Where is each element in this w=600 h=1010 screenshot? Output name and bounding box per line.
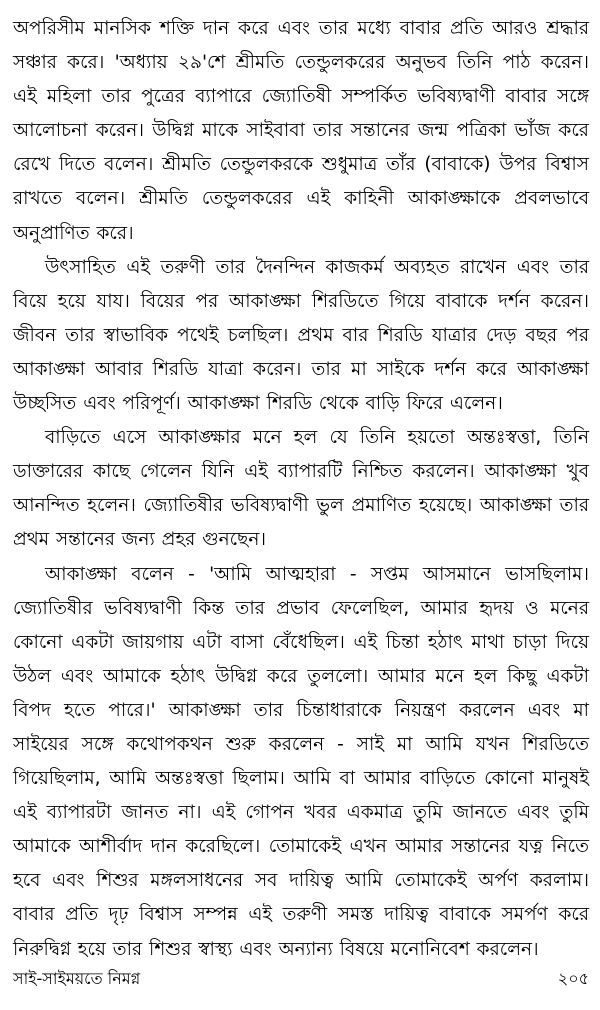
page-footer <box>13 968 589 990</box>
paragraph-3: বাড়িতে এসে আকাঙ্ক্ষার মনে হল যে তিনি হয়তো অন্তঃস্বত্তা, তিনি ডাক্তারের কাছে গেলেন যিনি এই ব্যাপারটি নিশ্চিত করলেন। আকাঙ্ক্ষা খুব আনন্দিত হলেন। জ্যোতিষীর ভবিষ্যদ্বাণী ভুল প্রমাণিত হয়েছে। আকাঙ্ক্ষা তার প্রথম সন্তানের জন্য প্রহর গুনছেন। <box>13 427 589 551</box>
book-title: সাই-সাইময়তে নিমগ্ন <box>13 969 141 988</box>
paragraph-4: আকাঙ্ক্ষা বলেন - 'আমি আত্মহারা - সপ্তম আসমানে ভাসছিলাম। জ্যোতিষীর ভবিষ্যদ্বাণী কিন্ত তার প্রভাব ফেলেছিল, আমার হৃদয় ও মনের কোনো একটা জায়গায় এটা বাসা বেঁধেছিল। এই চিন্তা হঠাৎ মাথা চাড়া দিয়ে উঠল এবং আমাকে হঠাৎ উদ্বিগ্ন করে তুললো। আমার মনে হল কিছু একটা বিপদ হতে পারে।' আকাঙ্ক্ষা তার চিন্তাধারাকে নিয়ন্ত্রণ করলেন এবং মা সাইয়ের সঙ্গে কথোপকথন শুরু করলেন - সাই মা আমি যখন শিরডিতে গিয়েছিলাম, আমি অন্তঃস্বত্তা ছিলাম। আমি বা আমার বাড়িতে কোনো মানুষই এই ব্যাপারটা জানত না। এই গোপন খবর একমাত্র তুমি জানতে এবং তুমি আমাকে আশীর্বাদ দান করেছিলে। তোমাকেই এখন আমার সন্তানের যত্ন নিতে হবে এবং শিশুর মঙ্গলসাধনের সব দায়িত্ব আমি তোমাকেই অর্পণ করলাম। বাবার প্রতি দৃঢ় বিশ্বাস সম্পন্ন এই তরুণী সমস্ত দায়িত্ব বাবাকে সমর্পণ করে নিরুদ্বিগ্ন হয়ে তার শিশুর স্বাস্থ্য এবং অন্যান্য বিষয়ে মনোনিবেশ করলেন। <box>13 563 589 960</box>
paragraph-2: উৎসাহিত এই তরুণী তার দৈনন্দিন কাজকর্ম অব্যহত রাখেন এবং তার বিয়ে হয়ে যায। বিয়ের পর আকাঙ্ক্ষা শিরডিতে গিয়ে বাবাকে দর্শন করেন। জীবন তার স্বাভাবিক পথেই চলছিল। প্রথম বার শিরডি যাত্রার দেড় বছর পর আকাঙ্ক্ষা আবার শিরডি যাত্রা করেন। তার মা সাইকে দর্শন করে আকাঙ্ক্ষা উচ্ছসিত এবং পরিপূর্ণ। আকাঙ্ক্ষা শিরডি থেকে বাড়ি ফিরে এলেন। <box>13 256 589 415</box>
page-number: ২০৫ <box>557 969 589 988</box>
paragraph-1: অপরিসীম মানসিক শক্তি দান করে এবং তার মধ্যে বাবার প্রতি আরও শ্রদ্ধার সঞ্চার করে। 'অধ্যায় ২৯'শে শ্রীমতি তেন্ডুলকরের অনুভব তিনি পাঠ করেন। এই মহিলা তার পুত্রের ব্যাপারে জ্যোতিষী সম্পর্কিত ভবিষ্যদ্বাণী বাবার সঙ্গে আলোচনা করেন। উদ্বিগ্ন মাকে সাইবাবা তার সন্তানের জন্ম পত্রিকা ভাঁজ করে রেখে দিতে বলেন। শ্রীমতি তেন্ডুলকরকে শুধুমাত্র তাঁর (বাবাকে) উপর বিশ্বাস রাখতে বলেন। শ্রীমতি তেন্ডুলকরের এই কাহিনী আকাঙ্ক্ষাকে প্রবলভাবে অনুপ্রাণিত করে। <box>13 18 589 244</box>
page-body <box>13 12 589 967</box>
